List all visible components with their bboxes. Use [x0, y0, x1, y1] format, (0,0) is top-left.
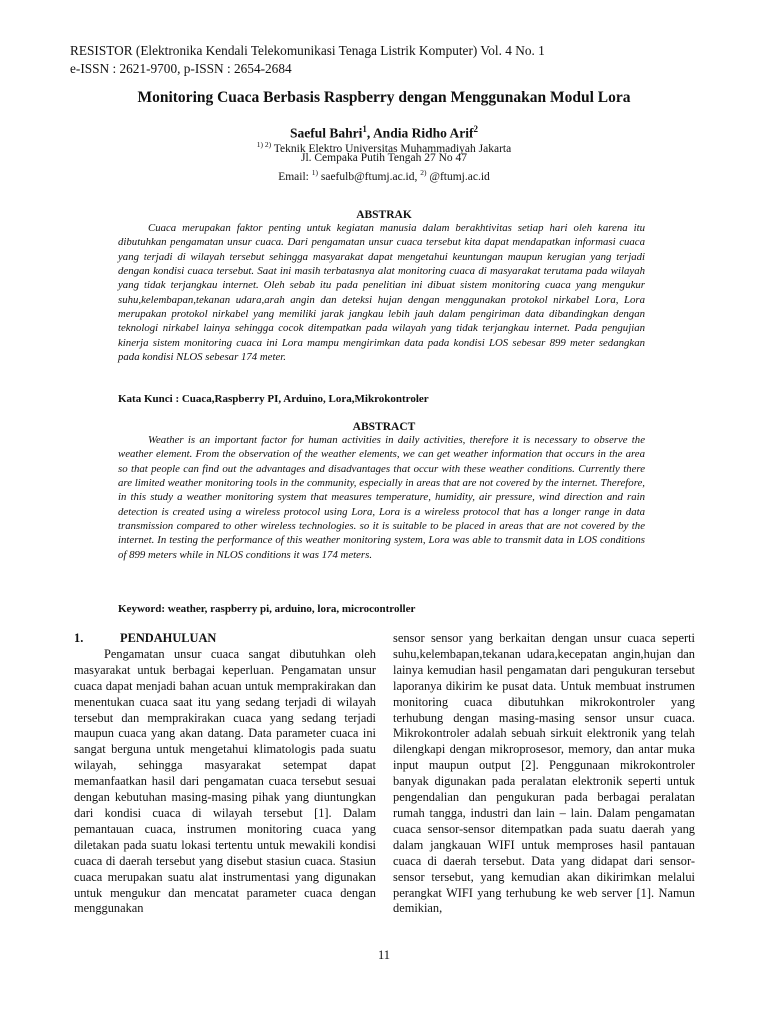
email-mark: 2) [420, 168, 427, 177]
email-label: Email: [278, 170, 312, 183]
affiliation-mark: 1) 2) [256, 140, 272, 149]
email-mark: 1) [311, 168, 318, 177]
section-title: PENDAHULUAN [120, 631, 217, 645]
keywords-english: Keyword: weather, raspberry pi, arduino, lora, microcontroller [118, 603, 416, 615]
page-number: 11 [377, 948, 391, 962]
abstrak-body: Cuaca merupakan faktor penting untuk kegiatan manusia dalam berakhtivitas setiap hari oleh karena itu dibutuhkan pengamatan unsur cuaca. Dari pengamatan unsur cuaca tersebut kita dapat mendapatkan informasi cuaca yang terjadi di wilayah tersebut sehingga masyarakat dapat mengetahui keuntungan maupun kerugian yang terjadi dengan kondisi cuaca tersebut. Saat ini masih terbatasnya alat monitoring cuaca di masyarakat terutama pada wilayah yang tidak terjangkau internet. Oleh sebab itu pada penelitian ini dibuat sistem monitoring cuaca yang mengukur suhu,kelembapan,tekanan udara,arah angin dan deteksi hujan dengan menggunakan protokol nirkabel Lora, Lora merupakan protokol nirkabel yang memiliki jarak jangkau lebih jauh dalam pengiriman data dibandingkan dengan teknologi nirkabel lainya sehingga cocok ditempatkan pada wilayah yang tidak terjangkau internet. Pada pengujian kinerja sistem monitoring cuaca ini Lora mampu mengirimkan data pada kondisi LOS sebesar 899 meter sedangkan pada kondisi NLOS sebesar 174 meter. [118, 222, 645, 364]
author-affiliation-mark: 2 [473, 124, 478, 134]
author-separator: , [366, 125, 373, 141]
email-address: @ftumj.ac.id [426, 170, 490, 183]
section-number: 1. [74, 631, 84, 645]
affiliation-text: Teknik Elektro Universitas Muhammadiyah Jakarta [271, 142, 512, 155]
abstract-heading: ABSTRACT [352, 421, 416, 433]
email-line [0, 165, 768, 185]
author-name: Saeful Bahri [290, 125, 363, 141]
email-address: saefulb@ftumj.ac.id, [318, 170, 421, 183]
author-affiliation-mark: 1 [362, 124, 367, 134]
address: Jl. Cempaka Putih Tengah 27 No 47 [300, 152, 468, 164]
issn-line: e-ISSN : 2621-9700, p-ISSN : 2654-2684 [70, 61, 292, 76]
section-heading [74, 631, 376, 647]
journal-header: RESISTOR (Elektronika Kendali Telekomunikasi Tenaga Listrik Komputer) Vol. 4 No. 1 [70, 43, 545, 58]
right-column [393, 631, 695, 917]
abstract-body: Weather is an important factor for human activities in daily activities, therefore it is necessary to observe the weather element. From the observation of the weather elements, we can get weather information that occurs in the area so that people can find out the advantages and disadvantages that occur with these weather conditions. Currently there are limited weather monitoring tools in the community, especially in areas that are not covered by the internet. Therefore, in this study a weather monitoring system that measures temperature, humidity, air pressure, wind direction and rain detection is created using a wireless protocol using Lora, Lora is a wireless protocol that has a longer range in data transmission compared to other wireless technologies. so it is suitable to be placed in areas that are not covered by the internet. In testing the performance of this weather monitoring system, Lora was able to transmit data in LOS conditions of 899 meters while in NLOS conditions it was 174 meters. [118, 434, 645, 561]
body-paragraph: sensor sensor yang berkaitan dengan unsur cuaca seperti suhu,kelembapan,tekanan udara,kecepatan angin,hujan dan lainya kemudian hasil pengamatan dari pengukuran tersebut laporanya dikirim ke pusat data. Untuk membuat instrumen monitoring cuaca dibutuhkan mikrokontroler yang terhubung dengan masing-masing sensor unsur cuaca. Mikrokontroler adalah sebuah sirkuit elektronik yang telah dilengkapi dengan mikroprosesor, memory, dan antar muka input maupun output [2]. Penggunaan mikrokontroler banyak digunakan pada peralatan elektronik seperti untuk pengendalian dan pengukuran pada berbagai peralatan rumah tangga, industri dan lain – lain. Dalam pengamatan cuaca sensor-sensor ditempatkan pada suatu daerah yang dalam jangkauan WIFI untuk memproses hasil pantauan cuaca di daerah tersebut. Data yang didapat dari sensor- sensor tersebut, yang kemudian akan dikirimkan melalui perangkat WIFI yang terhubung ke web server [1]. Namun demikian, [393, 631, 695, 916]
left-column [74, 631, 376, 917]
kata-kunci: Kata Kunci : Cuaca,Raspberry PI, Arduino, Lora,Mikrokontroler [118, 393, 429, 405]
paper-title: Monitoring Cuaca Berbasis Raspberry dengan Menggunakan Modul Lora [137, 89, 631, 106]
author-name: Andia Ridho Arif [372, 125, 474, 141]
body-paragraph: Pengamatan unsur cuaca sangat dibutuhkan oleh masyarakat untuk berbagai keperluan. Pengamatan unsur cuaca dapat menjadi bahan acuan untuk memprakirakan dan menentukan cuaca saat itu yang sedang terjadi di wilayah tersebut dan memprakirakan cuaca yang sedang terjadi maupun cuaca yang akan datang. Data parameter cuaca ini sangat berguna untuk mengetahui klimatologis pada suatu wilayah, sehingga masyarakat setempat dapat memanfaatkan hasil dari pengamatan cuaca tersebut sesuai dengan kebutuhan masing-masing pihak yang diuntungkan dari kondisi cuaca di wilayah tersebut [1]. Dalam pemantauan cuaca, instrumen monitoring cuaca yang diletakan pada suatu lokasi tertentu untuk mewakili kondisi cuaca di daerah tersebut yang disebut stasiun cuaca. Stasiun cuaca merupakan suatu alat instrumentasi yang digunakan untuk mengukur dan mencatat parameter cuaca dengan menggunakan [74, 646, 376, 916]
abstrak-heading: ABSTRAK [356, 209, 412, 221]
